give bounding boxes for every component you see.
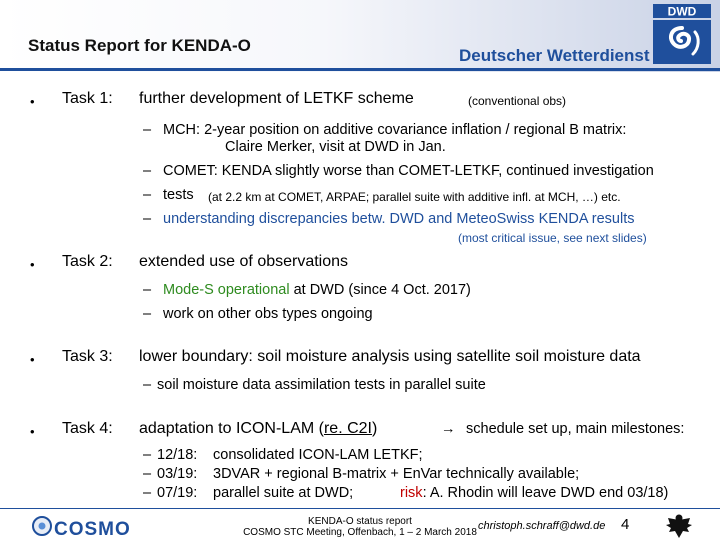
risk-text: : A. Rhodin will leave DWD end 03/18) bbox=[422, 485, 669, 501]
task4-heading-note: schedule set up, main milestones: bbox=[466, 421, 685, 437]
task1-label: Task 1: bbox=[62, 90, 113, 107]
task1-item1-dash: – bbox=[143, 122, 152, 138]
task4-item2-dash: – bbox=[143, 466, 152, 482]
task2-item1-highlight: Mode-S operational bbox=[163, 282, 290, 298]
task4-item1-date: 12/18: bbox=[157, 447, 198, 463]
arrow-icon: → bbox=[441, 421, 456, 437]
task4-item2-text: 3DVAR + regional B-matrix + EnVar technically available; bbox=[213, 466, 580, 482]
footer-meeting bbox=[0, 516, 720, 538]
task4-heading bbox=[139, 420, 377, 438]
task1-heading: further development of LETKF scheme bbox=[139, 90, 414, 107]
task1-heading-note: (conventional obs) bbox=[468, 94, 567, 108]
task1-item2-text: COMET: KENDA slightly worse than COMET-LETKF, continued investigation bbox=[163, 163, 654, 179]
risk-label: risk bbox=[400, 485, 423, 501]
task3-item1-text: soil moisture data assimilation tests in parallel suite bbox=[157, 377, 486, 393]
footer-divider bbox=[0, 508, 720, 509]
task2-item1 bbox=[163, 282, 471, 298]
task2-heading: extended use of observations bbox=[139, 253, 349, 270]
task2-item2-dash: – bbox=[143, 306, 152, 322]
task3-bullet: • bbox=[30, 352, 35, 367]
task2-item2-text: work on other obs types ongoing bbox=[163, 306, 373, 322]
task4-item2-date: 03/19: bbox=[157, 466, 198, 482]
task1-item3-detail: (at 2.2 km at COMET, ARPAE; parallel suite with additive infl. at MCH, …) etc. bbox=[208, 190, 621, 204]
footer-meeting-info: COSMO STC Meeting, Offenbach, 1 – 2 March 2018 bbox=[243, 527, 477, 538]
page-title: Status Report for KENDA-O bbox=[28, 36, 251, 55]
task4-label: Task 4: bbox=[62, 420, 113, 437]
task2-bullet: • bbox=[30, 257, 35, 272]
task1-item3-dash: – bbox=[143, 187, 152, 203]
dwd-logo-text: DWD bbox=[667, 4, 697, 19]
task4-item3-dash: – bbox=[143, 485, 152, 501]
task1-item4-text: understanding discrepancies betw. DWD and MeteoSwiss KENDA results bbox=[163, 211, 635, 227]
task4-item1-text: consolidated ICON-LAM LETKF; bbox=[213, 447, 423, 463]
org-name: Deutscher Wetterdienst bbox=[459, 46, 650, 65]
task1-item2-dash: – bbox=[143, 163, 152, 179]
task4-item3-text: parallel suite at DWD; bbox=[213, 485, 354, 501]
task4-item1-dash: – bbox=[143, 447, 152, 463]
task4-heading-text: adaptation to ICON-LAM ( bbox=[139, 420, 324, 437]
task1-item4-note: (most critical issue, see next slides) bbox=[458, 231, 647, 245]
footer-email[interactable]: christoph.schraff@dwd.de bbox=[478, 520, 606, 532]
task1-item1-text-cont: Claire Merker, visit at DWD in Jan. bbox=[225, 139, 446, 155]
task1-item1-text: MCH: 2-year position on additive covariance inflation / regional B matrix: bbox=[163, 122, 627, 138]
task4-heading-end: ) bbox=[371, 420, 378, 437]
task4-bullet: • bbox=[30, 424, 35, 439]
header-divider bbox=[0, 68, 720, 71]
task4-heading-link[interactable]: re. C2I bbox=[323, 420, 372, 437]
task1-item3-text: tests bbox=[163, 187, 194, 203]
cosmo-logo-text: COSMO bbox=[54, 519, 131, 539]
dwd-logo bbox=[653, 4, 711, 64]
task1-item4-dash: – bbox=[143, 211, 152, 227]
task3-item1-dash: – bbox=[143, 377, 152, 393]
eagle-emblem-icon bbox=[664, 512, 694, 540]
task1-bullet: • bbox=[30, 94, 35, 109]
task3-heading: lower boundary: soil moisture analysis using satellite soil moisture data bbox=[139, 348, 641, 365]
task2-label: Task 2: bbox=[62, 253, 113, 270]
task2-item1-dash: – bbox=[143, 282, 152, 298]
task2-item1-text: at DWD (since 4 Oct. 2017) bbox=[289, 282, 471, 298]
page-number: 4 bbox=[621, 516, 630, 533]
task4-item3-date: 07/19: bbox=[157, 485, 198, 501]
task4-item3-risk bbox=[400, 485, 668, 501]
task3-label: Task 3: bbox=[62, 348, 113, 365]
footer-report-title: KENDA-O status report bbox=[308, 516, 412, 527]
